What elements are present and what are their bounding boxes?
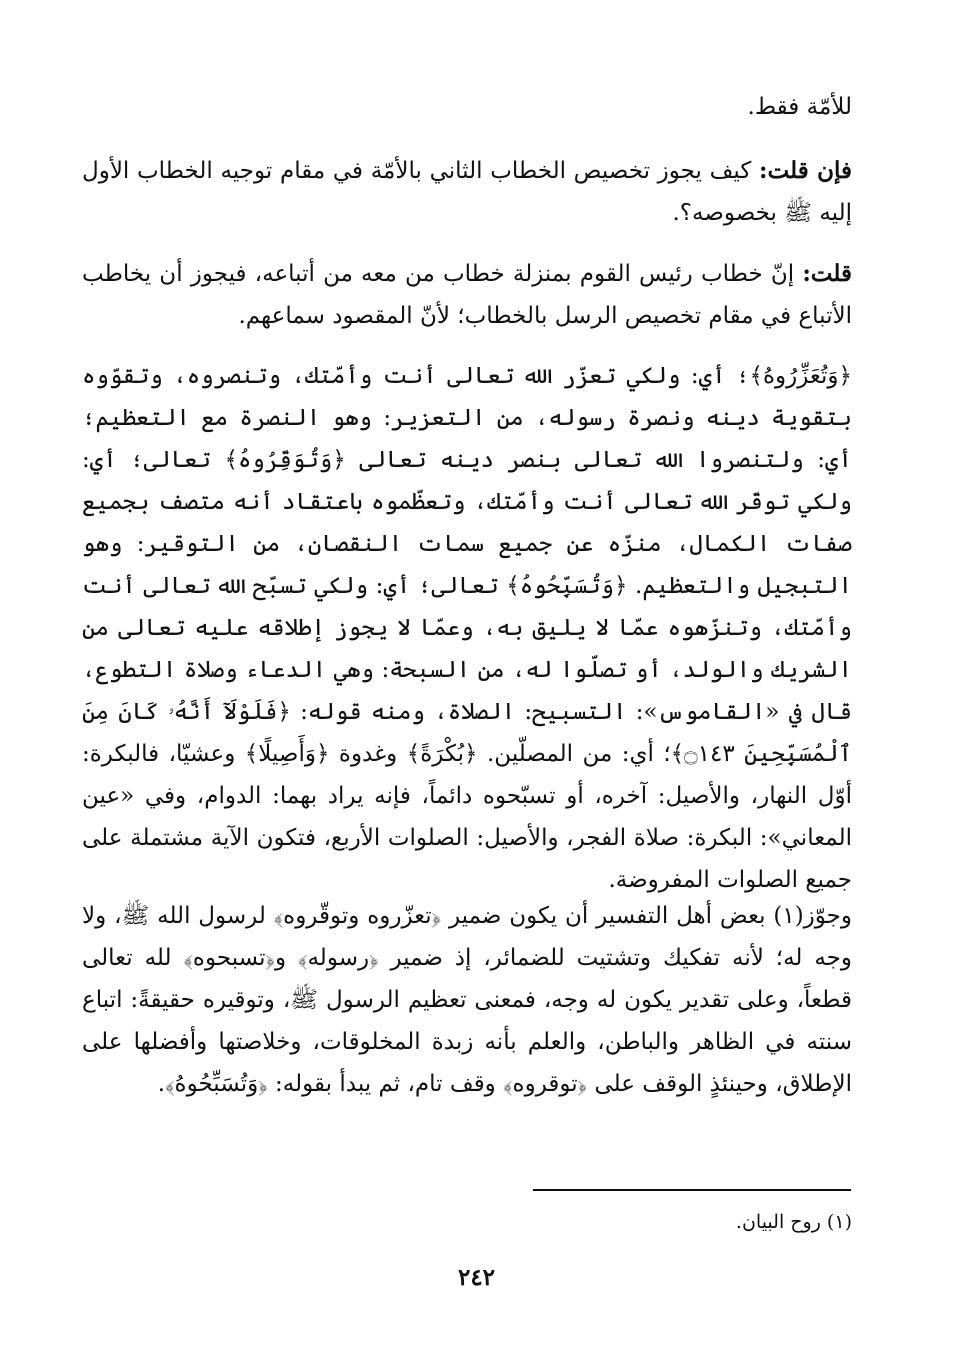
question-paragraph bbox=[82, 150, 852, 234]
quran-verse-word: ﴿وَتُعَزِّرُوهُ﴾ bbox=[749, 363, 852, 389]
answer-paragraph bbox=[82, 253, 852, 337]
answer-lead: قلت: bbox=[802, 260, 852, 287]
question-lead: فإن قلت: bbox=[759, 157, 852, 184]
answer-text: إنّ خطاب رئيس القوم بمنزلة خطاب من معه من أتباعه، فيجوز أن يخاطب الأتباع في مقام تخصيص الرسل بالخطاب؛ لأنّ المقصود سماعهم. bbox=[82, 261, 852, 329]
page-number: ٢٤٢ bbox=[457, 1264, 496, 1291]
alternative-view-paragraph: وجوّز(١) بعض أهل التفسير أن يكون ضمير ﴿تعزّروه وتوقّروه﴾ لرسول الله ﷺ، ولا وجه له؛ لأنه تفكيك وتشتيت للضمائر، إذ ضمير ﴿رسوله﴾ و﴿تسبحوه﴾ لله تعالى قطعاً، وعلى تقدير يكون له وجه، فمعنى تعظيم الرسول ﷺ، وتوقيره حقيقةً: اتباع سنته في الظاهر والباطن، والعلم بأنه زبدة المخلوقات، وخلاصتها وأفضلها على الإطلاق، وحينئذٍ الوقف على ﴿توقروه﴾ وقف تام، ثم يبدأ بقوله: ﴿وَتُسَبِّحُوهُ﴾. bbox=[82, 903, 852, 1097]
footnote-divider bbox=[533, 1189, 851, 1191]
footnote: (١) روح البيان. bbox=[735, 1211, 852, 1233]
continuation-line: للأمّة فقط. bbox=[747, 94, 852, 120]
tafsir-paragraph bbox=[82, 355, 852, 901]
question-text: كيف يجوز تخصيص الخطاب الثاني بالأمّة في مقام توجيه الخطاب الأول إليه ﷺ بخصوصه؟. bbox=[82, 158, 852, 226]
tafsir-text: ؛ أي: ولكي تعزّر الله تعالى أنت وأمّتك، وتنصروه، وتقوّوه بتقوية دينه ونصرة رسوله، من التعزير: وهو النصرة مع التعظيم؛ أي: ولتنصروا الله تعالى بنصر دينه تعالى ﴿وَتُوَقِّرُوهُ﴾ تعالى؛ أي: ولكي توقّر الله تعالى أنت وأمّتك، وتعظّموه باعتقاد أنه متصف بجميع صفات الكمال، منزّه عن جميع سمات النقصان، من التوقير: وهو التبجيل والتعظيم. ﴿وَتُسَبِّحُوهُ﴾ تعالى؛ أي: ولكي تسبّح الله تعالى أنت وأمّتك، وتنزّهوه عمّا لا يليق به، وعمّا لا يجوز إطلاقه عليه تعالى من الشريك والولد، أو تصلّوا له، من السبحة: وهي الدعاء وصلاة التطوع، قال في «القاموس»: التسبيح: الصلاة، ومنه قوله: ﴿فَلَوْلَآ أَنَّهُۥ كَانَ مِنَ ٱلْمُسَبِّحِينَ ۝١٤٣﴾؛ أي: من المصلّين. ﴿بُكْرَةً﴾ وغدوة ﴿وَأَصِيلًا﴾ وعشيّا، فالبكرة: أوّل النهار، والأصيل: آخره، أو تسبّحوه دائماً، فإنه يراد بهما: الدوام، وفي «عين المعاني»: البكرة: صلاة الفجر، والأصيل: الصلوات الأربع، فتكون الآية مشتملة على جميع الصلوات المفروضة. bbox=[82, 363, 852, 893]
